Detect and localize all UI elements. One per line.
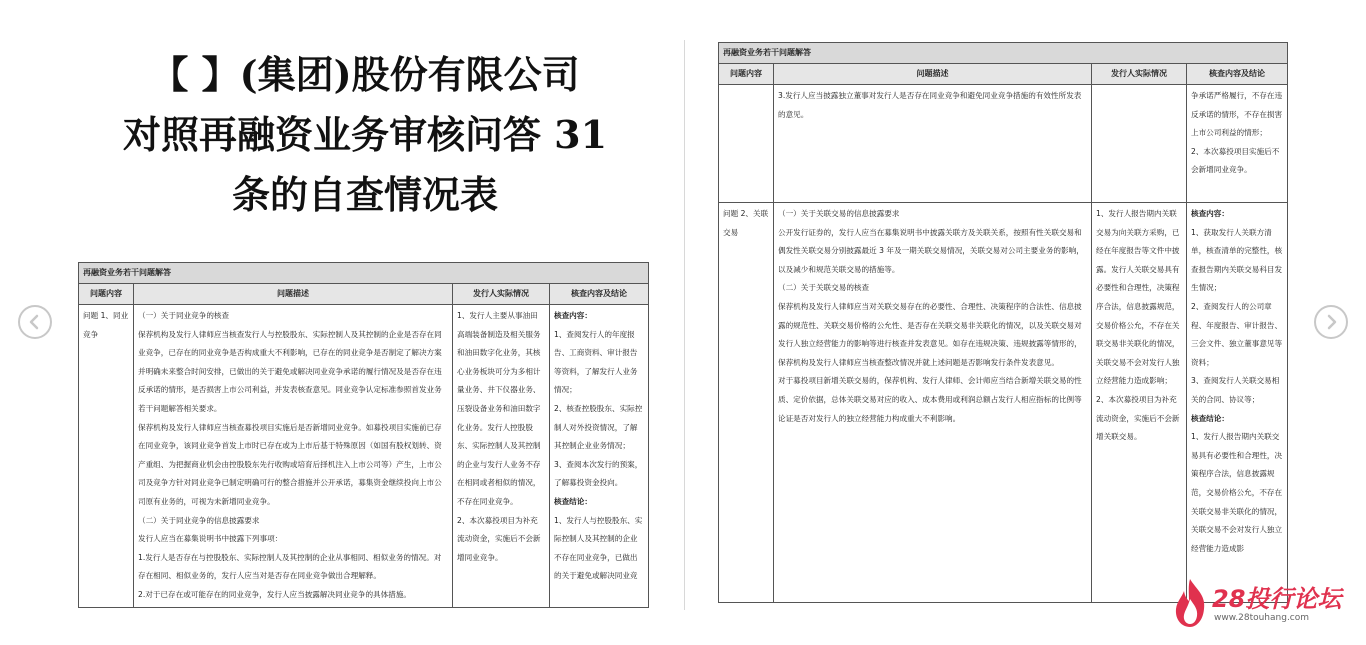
cell-actual xyxy=(1092,203,1187,603)
conclusion-heading: 核查内容： xyxy=(554,311,592,320)
header-description: 问题描述 xyxy=(774,64,1092,85)
conclusion-item: 1、查阅发行人的年度报告、工商资料、审计报告等资料，了解发行人业务情况； xyxy=(554,329,638,395)
flame-logo-icon xyxy=(1170,577,1210,629)
cover-title xyxy=(70,45,660,225)
desc-paragraph: 2.对于已存在或可能存在的同业竞争，发行人应当披露解决同业竞争的具体措施。 xyxy=(138,589,412,599)
cell-conclusion xyxy=(1187,203,1288,603)
cover-title-line-1: 【 】(集团)股份有限公司 xyxy=(150,52,580,97)
audit-table-left xyxy=(78,262,649,608)
cell-actual xyxy=(453,305,550,608)
header-issue: 问题内容 xyxy=(719,64,774,85)
conclusion-heading: 核查内容： xyxy=(1191,209,1229,218)
next-page-button[interactable] xyxy=(1314,305,1348,339)
desc-paragraph: 保荐机构及发行人律师应当核查发行人与控股股东、实际控制人及其控制的企业是否存在同业竞争，已存在的同业竞争是否构成重大不利影响，已存在的同业竞争是否制定了解决方案并明确未来整合时间安排，已做出的关于避免或解决同业竞争承诺的履行情况及是否存在违反承诺的情形，是否损害上市公司利益，并发表核查意见。同业竞争认定标准参照首发业务若干问题解答相关要求。 xyxy=(138,329,442,413)
cover-title-line-2: 对照再融资业务审核问答 31 xyxy=(122,112,608,157)
header-actual: 发行人实际情况 xyxy=(453,284,550,305)
conclusion-item: 3、查阅本次发行的预案，了解募投资金投向。 xyxy=(554,459,643,488)
cover-title-line-3: 条的自查情况表 xyxy=(231,172,498,217)
cell-description xyxy=(134,305,453,608)
conclusion-heading: 核查结论： xyxy=(1191,413,1229,423)
header-description: 问题描述 xyxy=(134,284,453,305)
desc-paragraph: 1.发行人是否存在与控股股东、实际控制人及其控制的企业从事相同、相似业务的情况。对存在相同、相似业务的，发行人应当对是否存在同业竞争做出合理解释。 xyxy=(138,552,442,581)
desc-paragraph: 保荐机构及发行人律师应当核查募投项目实施后是否新增同业竞争。如募投项目实施前已存在同业竞争，该同业竞争首发上市时已存在或为上市后基于特殊原因（如国有股权划转、资产重组、为把握商业机会由控股股东先行收购或培育后择机注入上市公司等）产生，上市公司及竞争方针对同业竞争已制定明确可行的整合措施并公开承诺，募集资金继续投向上市公司原有业务的，可视为未新增同业竞争。 xyxy=(138,422,442,506)
table-row xyxy=(719,203,1288,603)
conclusion-item: 2、查阅发行人的公司章程、年度报告、审计报告、三会文件、独立董事意见等资料； xyxy=(1191,301,1283,367)
desc-paragraph: （二）关于关联交易的核查 xyxy=(778,283,870,293)
cell-description: 3.发行人应当披露独立董事对发行人是否存在同业竞争和避免同业竞争措施的有效性所发表的意见。 xyxy=(774,85,1092,203)
cell-issue: 问题 1、同业竞争 xyxy=(79,305,134,608)
header-issue: 问题内容 xyxy=(79,284,134,305)
header-conclusion: 核查内容及结论 xyxy=(1187,64,1288,85)
page-divider xyxy=(684,40,685,610)
audit-table-right xyxy=(718,42,1288,603)
header-conclusion: 核查内容及结论 xyxy=(550,284,649,305)
desc-paragraph: （二）关于同业竞争的信息披露要求 xyxy=(138,515,260,525)
conclusion-item: 2、核查控股股东、实际控制人对外投资情况，了解其控制企业业务情况； xyxy=(554,403,643,451)
prev-page-button[interactable] xyxy=(18,305,52,339)
desc-paragraph: 对于募投项目新增关联交易的，保荐机构、发行人律师、会计师应当结合新增关联交易的性质、定价依据，总体关联交易对应的收入、成本费用或利润总额占发行人相应指标的比例等论证是否对发行人的独立经营能力构成重大不利影响。 xyxy=(778,376,1082,423)
document-page-left xyxy=(70,0,660,645)
watermark-logo-text: 28投行论坛 xyxy=(1212,585,1342,613)
conclusion-heading: 核查结论： xyxy=(554,496,592,506)
table-band-title: 再融资业务若干问题解答 xyxy=(79,263,649,284)
cell-conclusion: 争承诺严格履行，不存在违反承诺的情形，不存在损害上市公司利益的情形； 2、本次募投项目实施后不会新增同业竞争。 xyxy=(1187,85,1288,203)
table-row xyxy=(719,85,1288,203)
header-actual: 发行人实际情况 xyxy=(1092,64,1187,85)
cell-actual xyxy=(1092,85,1187,203)
conclusion-item: 1、发行人与控股股东、实际控制人及其控制的企业不存在同业竞争，已做出的关于避免或解决同业竞 xyxy=(554,515,643,581)
chevron-left-icon xyxy=(20,307,50,337)
cell-issue: 问题 2、关联交易 xyxy=(719,203,774,603)
chevron-right-icon xyxy=(1316,307,1346,337)
desc-paragraph: （一）关于关联交易的信息披露要求 xyxy=(778,209,900,218)
desc-paragraph: （一）关于同业竞争的核查 xyxy=(138,311,230,320)
desc-paragraph: 保荐机构及发行人律师应当对关联交易存在的必要性、合理性、决策程序的合法性、信息披露的规范性、关联交易价格的公允性、是否存在关联交易非关联化的情况，以及关联交易对发行人独立经营能力的影响等进行核查并发表意见。如存在违规决策、违规披露等情形的，保荐机构及发行人律师应当核查整改情况并就上述问题是否影响发行条件发表意见。 xyxy=(778,301,1082,367)
document-page-right xyxy=(705,0,1305,645)
desc-paragraph: 发行人应当在募集说明书中披露下列事项： xyxy=(138,534,283,544)
conclusion-item: 1、获取发行人关联方清单，核查清单的完整性，核查报告期内关联交易科目发生情况； xyxy=(1191,227,1283,293)
table-band-title: 再融资业务若干问题解答 xyxy=(719,43,1288,64)
cell-issue xyxy=(719,85,774,203)
actual-paragraph: 1、发行人报告期内关联交易为向关联方采购，已经在年度报告等文件中披露。发行人关联交易具有必要性和合理性，决策程序合法，信息披露规范，交易价格公允，不存在关联交易非关联化的情况，关联交易不会对发行人独立经营能力造成影响； xyxy=(1096,209,1180,386)
cell-description xyxy=(774,203,1092,603)
conclusion-item: 1、发行人报告期内关联交易具有必要性和合理性，决策程序合法，信息披露规范，交易价格公允，不存在关联交易非关联化的情况，关联交易不会对发行人独立经营能力造成影 xyxy=(1191,432,1283,553)
desc-paragraph: 公开发行证券的，发行人应当在募集说明书中披露关联方及关联关系，按照有性关联交易和偶发性关联交易分别披露最近 3 年及一期关联交易情况，关联交易对公司主要业务的影响，以及减少和规范关联交易的措施等。 xyxy=(778,227,1084,274)
conclusion-item: 3、查阅发行人关联交易相关的合同、协议等； xyxy=(1191,376,1280,404)
actual-paragraph: 2、本次募投项目为补充流动资金，实施后不会新增同业竞争。 xyxy=(457,515,541,562)
actual-paragraph: 2、本次募投项目为补充流动资金，实施后不会新增关联交易。 xyxy=(1096,394,1180,442)
cell-conclusion xyxy=(550,305,649,608)
actual-paragraph: 1、发行人主要从事油田高端装备制造及相关服务和油田数字化业务，其核心业务板块可分为多相计量业务、井下仪器业务、压裂设备业务和油田数字化业务。发行人控股股东、实际控制人及其控制的企业与发行人业务不存在相同或者相似的情况，不存在同业竞争。 xyxy=(457,311,541,506)
forum-watermark xyxy=(1170,575,1360,635)
table-row xyxy=(79,305,649,608)
watermark-url: www.28touhang.com xyxy=(1214,613,1310,623)
